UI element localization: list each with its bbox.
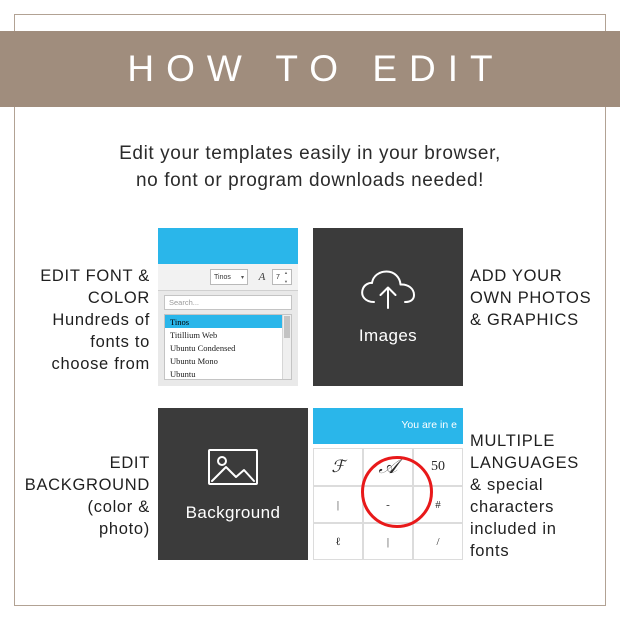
font-list-item[interactable]: Ubuntu (170, 369, 196, 380)
label-edit-font-color-heading: EDIT FONT & COLOR (40, 267, 150, 307)
label-edit-background-line1: EDIT (109, 454, 150, 472)
label-multiple-languages-line3: & special (470, 476, 544, 494)
font-list[interactable] (164, 314, 292, 380)
keyboard-key[interactable]: / (413, 523, 463, 560)
scrollbar-thumb[interactable] (284, 316, 290, 338)
keyboard-key[interactable]: - (363, 486, 413, 523)
label-add-photos-line2: OWN PHOTOS (470, 289, 592, 307)
stepper-down-icon[interactable]: ▼ (284, 279, 288, 284)
keyboard-key[interactable]: | (313, 486, 363, 523)
highlight-circle-annotation (361, 456, 433, 528)
cloud-upload-icon (358, 268, 418, 312)
label-add-photos (470, 265, 615, 331)
label-edit-font-color-line1: Hundreds of (52, 311, 150, 329)
label-edit-background-line4: photo) (99, 520, 150, 538)
images-panel-caption: Images (358, 326, 418, 345)
label-edit-background-line2: BACKGROUND (24, 476, 150, 494)
subtitle (0, 140, 620, 194)
label-edit-font-color-line2: fonts to (90, 333, 150, 351)
label-multiple-languages (470, 430, 618, 562)
label-add-photos-line3: & GRAPHICS (470, 311, 579, 329)
font-list-item[interactable]: Ubuntu Mono (170, 356, 218, 367)
label-multiple-languages-line5: included in (470, 520, 557, 538)
keyboard-key[interactable]: 50 (413, 448, 463, 486)
font-size-value: 7 (276, 273, 280, 281)
label-edit-background (10, 452, 150, 540)
banner (0, 31, 620, 107)
font-list-item[interactable]: Ubuntu Condensed (170, 342, 236, 353)
picture-icon (206, 445, 260, 489)
chevron-down-icon: ▾ (240, 274, 244, 281)
font-picker-top-bar (158, 228, 298, 264)
keyboard-key[interactable]: ℓ (313, 523, 363, 560)
stepper-up-icon[interactable]: ▲ (284, 270, 288, 275)
special-characters-panel (313, 408, 463, 560)
keyboard-banner (313, 408, 463, 444)
font-list-item[interactable]: Titillium Web (170, 329, 218, 340)
font-picker-screenshot (158, 228, 298, 386)
label-add-photos-line1: ADD YOUR (470, 267, 563, 285)
stepper-arrows-icon[interactable] (284, 270, 290, 284)
keyboard-row (313, 523, 463, 560)
keyboard-key[interactable]: 𝒜 (363, 448, 413, 486)
label-edit-background-line3: (color & (87, 498, 150, 516)
label-multiple-languages-line4: characters (470, 498, 555, 516)
keyboard-key[interactable]: # (413, 486, 463, 523)
subtitle-line-1: Edit your templates easily in your browser, (119, 143, 501, 164)
background-panel-caption: Background (185, 503, 281, 522)
font-size-stepper[interactable] (272, 269, 292, 285)
font-family-dropdown[interactable] (210, 269, 248, 285)
label-multiple-languages-line1: MULTIPLE (470, 432, 556, 450)
text-color-icon[interactable]: A (258, 271, 266, 283)
label-multiple-languages-line6: fonts (470, 542, 510, 560)
font-list-scrollbar[interactable] (282, 315, 291, 379)
font-list-item[interactable]: Tinos (165, 315, 291, 328)
page-title: HOW TO EDIT (127, 48, 505, 89)
label-multiple-languages-line2: LANGUAGES (470, 454, 579, 472)
subtitle-line-2: no font or program downloads needed! (136, 170, 484, 191)
label-edit-font-color (10, 265, 150, 375)
background-panel[interactable] (158, 408, 308, 560)
font-family-dropdown-label: Tinos (214, 273, 231, 281)
keyboard-banner-text: You are in e (401, 419, 457, 431)
images-panel[interactable] (313, 228, 463, 386)
label-edit-font-color-line3: choose from (51, 355, 150, 373)
keyboard-key[interactable]: ℱ (313, 448, 363, 486)
font-search-input[interactable]: Search... (164, 295, 292, 310)
keyboard-key[interactable]: | (363, 523, 413, 560)
